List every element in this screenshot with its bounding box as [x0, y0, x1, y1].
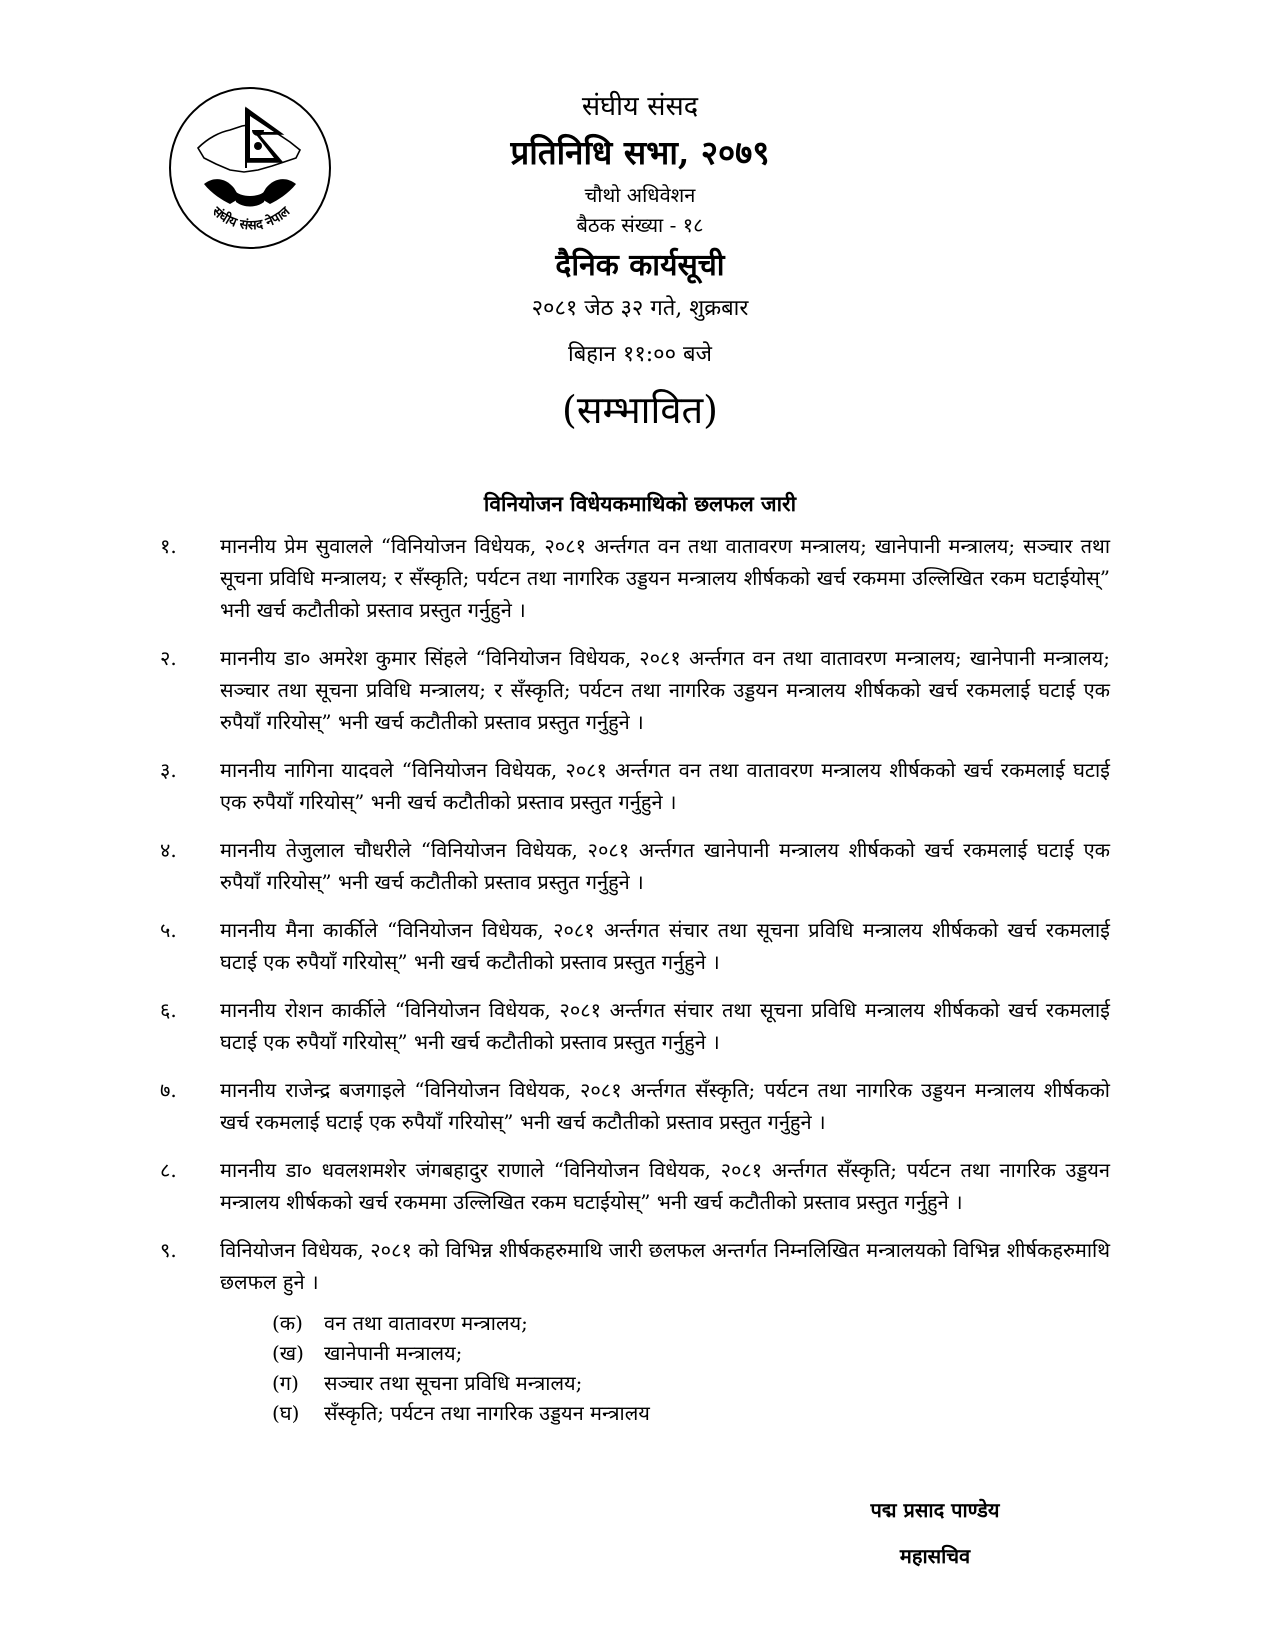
item-number: ५. [160, 918, 177, 942]
agenda-title: दैनिक कार्यसूची [555, 248, 725, 283]
session-label: चौथो अधिवेशन [584, 183, 696, 207]
list-item-label: (ख) [272, 1341, 304, 1365]
item-text: विनियोजन विधेयक, २०८१ को विभिन्न शीर्षकहरुमाथि जारी छलफल अन्तर्गत निम्नलिखित मन्त्रालयको विभिन्न शीर्षकहरुमाथि छलफल हुने । [220, 1238, 1110, 1294]
list-item-label: (घ) [272, 1401, 300, 1425]
list-item-label: (ग) [272, 1371, 299, 1395]
agenda-item [160, 834, 1110, 898]
signatory-name: पद्म प्रसाद पाण्डेय [870, 1498, 1000, 1522]
section-heading: विनियोजन विधेयकमाथिको छलफल जारी [483, 491, 797, 516]
agenda-item [160, 994, 1110, 1058]
list-item [272, 1398, 1110, 1428]
agenda-item [160, 754, 1110, 818]
agenda-time: बिहान ११:०० बजे [568, 342, 712, 367]
house-name: प्रतिनिधि सभा, २०७९ [510, 133, 770, 172]
agenda-item [160, 1234, 1110, 1298]
item-number: २. [160, 646, 177, 670]
item-text: माननीय राजेन्द्र बजगाइले “विनियोजन विधेयक, २०८१ अर्न्तगत सँस्कृति; पर्यटन तथा नागरिक उड्डयन मन्त्रालय शीर्षकको खर्च रकमलाई घटाई एक रुपैयाँ गरियोस्” भनी खर्च कटौतीको प्रस्ताव प्रस्तुत गर्नुहुने । [220, 1078, 1110, 1134]
item-text: माननीय रोशन कार्कीले “विनियोजन विधेयक, २०८१ अर्न्तगत संचार तथा सूचना प्रविधि मन्त्रालय शीर्षकको खर्च रकमलाई घटाई एक रुपैयाँ गरियोस्” भनी खर्च कटौतीको प्रस्ताव प्रस्तुत गर्नुहुने । [220, 998, 1110, 1054]
probable-label: (सम्भावित) [562, 388, 718, 432]
list-item [272, 1368, 1110, 1398]
agenda-item [160, 1074, 1110, 1138]
item-number: ६. [160, 998, 177, 1022]
list-item-text: सञ्चार तथा सूचना प्रविधि मन्त्रालय; [324, 1371, 583, 1395]
document-header [300, 90, 980, 436]
list-item-text: वन तथा वातावरण मन्त्रालय; [324, 1311, 528, 1335]
item-number: ३. [160, 758, 177, 782]
agenda-item [160, 914, 1110, 978]
list-item-text: सँस्कृति; पर्यटन तथा नागरिक उड्डयन मन्त्रालय [324, 1401, 650, 1425]
agenda-item [160, 1154, 1110, 1218]
list-item-text: खानेपानी मन्त्रालय; [324, 1341, 463, 1365]
agenda-date: २०८१ जेठ ३२ गते, शुक्रबार [531, 296, 749, 321]
item-text: माननीय डा० धवलशमशेर जंगबहादुर राणाले “विनियोजन विधेयक, २०८१ अर्न्तगत सँस्कृति; पर्यटन तथा नागरिक उड्डयन मन्त्रालय शीर्षकको खर्च रकममा उल्लिखित रकम घटाईयोस्” भनी खर्च कटौतीको प्रस्ताव प्रस्तुत गर्नुहुने । [220, 1158, 1110, 1214]
emblem-caption: संघीय संसद नेपाल [208, 204, 294, 234]
list-item [272, 1338, 1110, 1368]
list-item-label: (क) [272, 1311, 303, 1335]
agenda-items [160, 530, 1110, 1428]
item-number: ७. [160, 1078, 177, 1102]
svg-text:संघीय संसद नेपाल [208, 203, 294, 234]
agenda-item [160, 530, 1110, 626]
agenda-item [160, 642, 1110, 738]
meeting-number: बैठक संख्या - १८ [576, 213, 704, 237]
ministry-list [160, 1308, 1110, 1428]
signature-block [830, 1494, 1040, 1572]
signatory-title: महासचिव [899, 1544, 971, 1568]
parliament-name: संघीय संसद [581, 91, 699, 122]
item-text: माननीय मैना कार्कीले “विनियोजन विधेयक, २०८१ अर्न्तगत संचार तथा सूचना प्रविधि मन्त्रालय शीर्षकको खर्च रकमलाई घटाई एक रुपैयाँ गरियोस्” भनी खर्च कटौतीको प्रस्ताव प्रस्तुत गर्नुहुने । [220, 918, 1110, 974]
item-number: ४. [160, 838, 177, 862]
item-text: माननीय प्रेम सुवालले “विनियोजन विधेयक, २०८१ अर्न्तगत वन तथा वातावरण मन्त्रालय; खानेपानी मन्त्रालय; सञ्चार तथा सूचना प्रविधि मन्त्रालय; र सँस्कृति; पर्यटन तथा नागरिक उड्डयन मन्त्रालय शीर्षकको खर्च रकममा उल्लिखित रकम घटाईयोस्” भनी खर्च कटौतीको प्रस्ताव प्रस्तुत गर्नुहुने । [220, 534, 1110, 622]
item-text: माननीय नागिना यादवले “विनियोजन विधेयक, २०८१ अर्न्तगत वन तथा वातावरण मन्त्रालय शीर्षकको खर्च रकमलाई घटाई एक रुपैयाँ गरियोस्” भनी खर्च कटौतीको प्रस्ताव प्रस्तुत गर्नुहुने । [220, 758, 1110, 814]
item-number: ९. [160, 1238, 177, 1262]
item-text: माननीय डा० अमरेश कुमार सिंहले “विनियोजन विधेयक, २०८१ अर्न्तगत वन तथा वातावरण मन्त्रालय; खानेपानी मन्त्रालय; सञ्चार तथा सूचना प्रविधि मन्त्रालय; र सँस्कृति; पर्यटन तथा नागरिक उड्डयन मन्त्रालय शीर्षकको खर्च रकमलाई घटाई एक रुपैयाँ गरियोस्” भनी खर्च कटौतीको प्रस्ताव प्रस्तुत गर्नुहुने । [220, 646, 1110, 734]
item-number: १. [160, 534, 177, 558]
item-text: माननीय तेजुलाल चौधरीले “विनियोजन विधेयक, २०८१ अर्न्तगत खानेपानी मन्त्रालय शीर्षकको खर्च रकमलाई घटाई एक रुपैयाँ गरियोस्” भनी खर्च कटौतीको प्रस्ताव प्रस्तुत गर्नुहुने । [220, 838, 1110, 894]
list-item [272, 1308, 1110, 1338]
item-number: ८. [160, 1158, 177, 1182]
